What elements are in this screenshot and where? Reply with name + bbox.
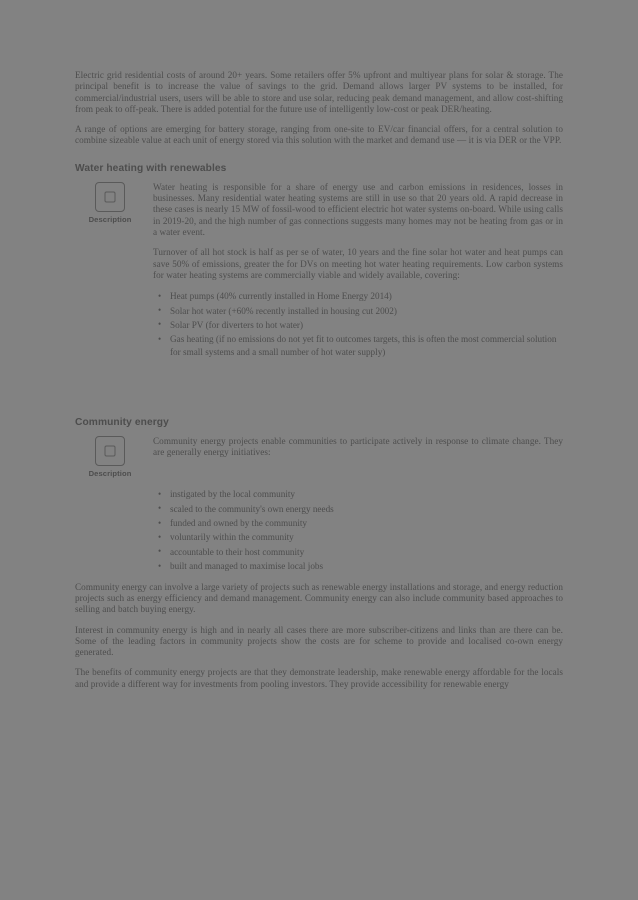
description-icon: [95, 182, 125, 212]
community-energy-bullet-list: [75, 488, 563, 572]
water-heating-paragraph-1: Water heating is responsible for a share of energy use and carbon emissions in residences, losses in businesses. Many residential water heating systems are still in use so that 20 years old. A rapid decrease in these cases is nearly 15 MW of fossil-wood to efficient electric hot water systems on-board. While using calls in 2019-20, and the high number of gas connections suggests many homes may not be heating from gas or in a water event.: [153, 181, 563, 237]
community-energy-paragraph-1: Community energy projects enable communities to participate actively in response to climate change. They are generally energy initiatives:: [153, 436, 563, 458]
water-heating-paragraph-2: Turnover of all hot stock is half as per se of water, 10 years and the fine solar hot water and heat pumps can save 50% of emissions, greater the for DVs on meeting hot water heating requirements. Low carbon systems for water heating systems are commercially viable and widely available, covering:: [153, 247, 563, 280]
description-icon-caption: Description: [88, 469, 132, 479]
water-heating-bullet-list: [75, 290, 563, 358]
section-community-energy-body: [75, 436, 563, 484]
list-item: • built and managed to maximise local jobs: [170, 560, 563, 572]
list-item: • Gas heating (if no emissions do not yet fit to outcomes targets, this is often the most commercial solution for small systems and a small number of hot water supply): [170, 333, 563, 358]
community-energy-paragraph-3: Interest in community energy is high and in nearly all cases there are more subscriber-citizens and links than are there can be. Some of the leading factors in community projects show the costs are for scheme to provide and localised co-own energy generated.: [75, 624, 563, 658]
section-heading-community-energy: Community energy: [75, 417, 169, 429]
section-community-energy-text: [153, 436, 563, 459]
community-energy-paragraph-4: The benefits of community energy projects are that they demonstrate leadership, make renewable energy affordable for the locals and provide a different way for investments from pooling investors. They provide accessibility for renewable energy: [75, 667, 563, 689]
description-icon-block: [75, 182, 145, 224]
community-energy-paragraph-2: Community energy can involve a large variety of projects such as renewable energy installations and storage, and energy reduction projects such as energy efficiency and demand management. Community energy can also include community based approaches to selling and batch buying energy.: [75, 581, 563, 615]
section-water-heating-body: [75, 182, 563, 281]
section-heading-water-heating: Water heating with renewables: [75, 162, 227, 174]
list-item: • funded and owned by the community: [170, 517, 563, 529]
list-item: • instigated by the local community: [170, 488, 563, 500]
list-item: • Solar hot water (+60% recently installed in housing cut 2002): [170, 305, 563, 317]
list-item: • Solar PV (for diverters to hot water): [170, 319, 563, 331]
description-icon-caption: Description: [88, 214, 132, 224]
description-icon: [95, 436, 125, 466]
list-item: • scaled to the community's own energy needs: [170, 503, 563, 515]
list-item: • voluntarily within the community: [170, 531, 563, 543]
list-item: • Heat pumps (40% currently installed in Home Energy 2014): [170, 290, 563, 302]
document-content: [75, 70, 563, 690]
list-item: • accountable to their host community: [170, 546, 563, 558]
section-water-heating-text: [153, 182, 563, 281]
intro-paragraph-2: A range of options are emerging for battery storage, ranging from one-site to EV/car financial offers, for a central solution to combine sizeable value at each unit of energy stored via this solution with the market and demand use — it is via DER or the VPP.: [75, 124, 563, 146]
description-icon-block-2: [75, 436, 145, 478]
intro-paragraph-1: Electric grid residential costs of around 20+ years. Some retailers offer 5% upfront and multiyear plans for solar & storage. The principal benefit is to increase the value of savings to the grid. Demand allows larger PV systems to be installed, for commercial/industrial users, users will be able to store and use solar, reducing peak demand management, and allow cost-shifting from peak to off-peak. There is added potential for the future use of intelligently low-cost or peak DER/heating.: [75, 70, 563, 114]
